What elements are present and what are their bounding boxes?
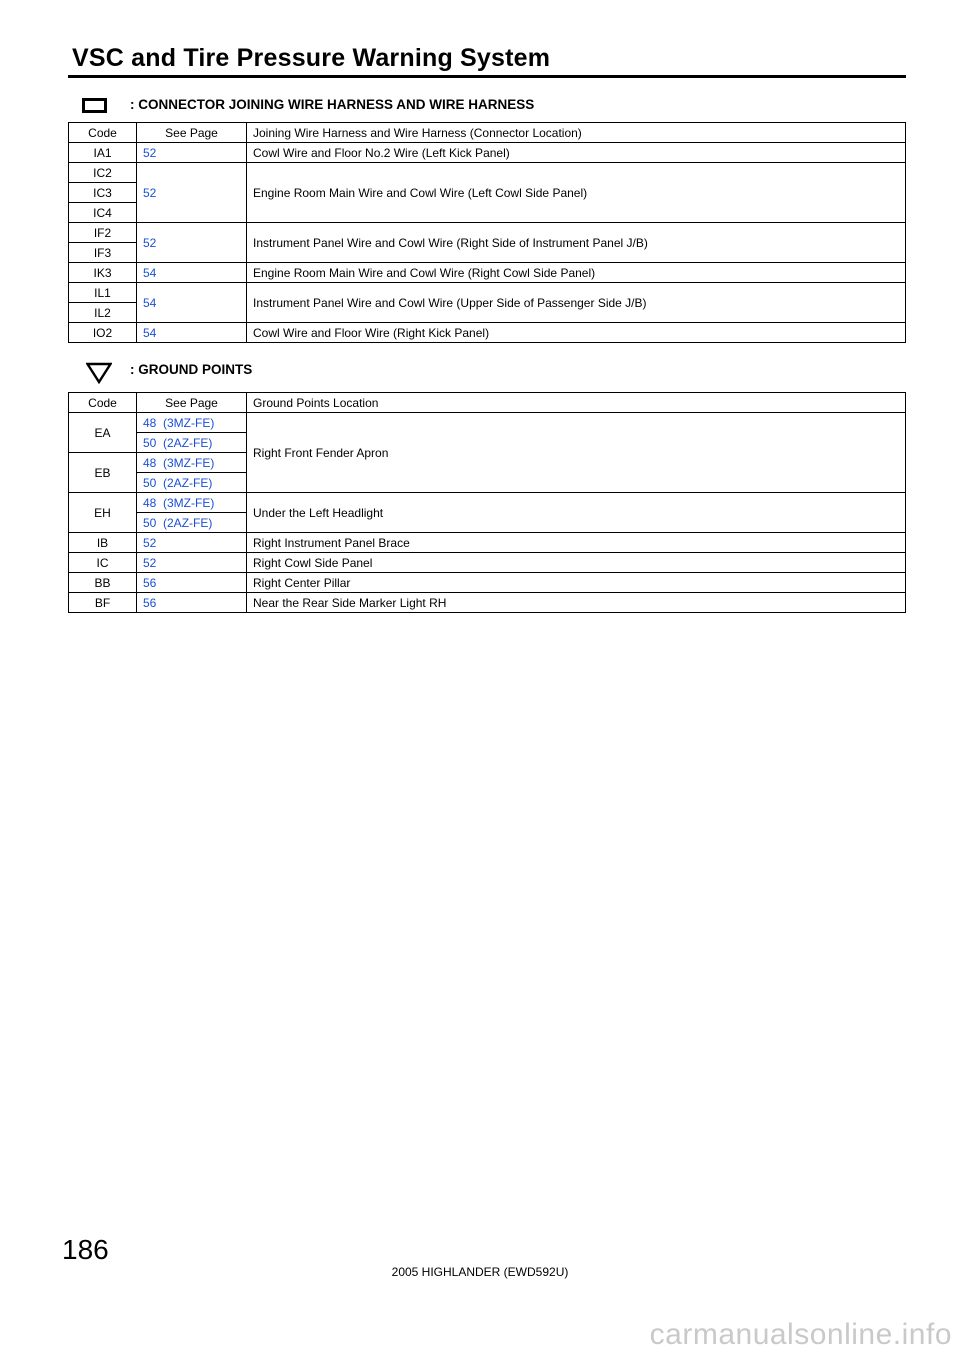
see-page-link[interactable]: 56 (137, 593, 247, 613)
table-row (69, 263, 906, 283)
ground-location: Right Instrument Panel Brace (247, 533, 906, 553)
see-page-link[interactable]: 54 (137, 283, 247, 323)
connector-location: Cowl Wire and Floor No.2 Wire (Left Kick Panel) (247, 143, 906, 163)
connector-code: IO2 (69, 323, 137, 343)
table-row (69, 553, 906, 573)
header-see-page: See Page (137, 123, 247, 143)
see-page-link[interactable]: 50 (2AZ-FE) (137, 433, 247, 453)
page-number: 186 (62, 1234, 109, 1265)
ground-code: EA (69, 413, 137, 453)
ground-location: Under the Left Headlight (247, 493, 906, 533)
ground-code: BF (69, 593, 137, 613)
ground-code: IC (69, 553, 137, 573)
table-row (69, 143, 906, 163)
see-page-link[interactable]: 48 (3MZ-FE) (137, 493, 247, 513)
see-page-link[interactable]: 48 (3MZ-FE) (137, 453, 247, 473)
page-title: VSC and Tire Pressure Warning System (72, 44, 551, 72)
header-code: Code (69, 123, 137, 143)
connector-location: Engine Room Main Wire and Cowl Wire (Right Cowl Side Panel) (247, 263, 906, 283)
ground-table (68, 392, 906, 613)
see-page-link[interactable]: 52 (137, 553, 247, 573)
table-row (69, 163, 906, 183)
connector-code: IF3 (69, 243, 137, 263)
see-page-link[interactable]: 52 (137, 533, 247, 553)
table-row (69, 413, 906, 433)
ground-location: Right Center Pillar (247, 573, 906, 593)
ground-triangle-icon (86, 362, 112, 384)
connector-location: Instrument Panel Wire and Cowl Wire (Upper Side of Passenger Side J/B) (247, 283, 906, 323)
see-page-link[interactable]: 52 (137, 223, 247, 263)
connector-code: IF2 (69, 223, 137, 243)
see-page-link[interactable]: 48 (3MZ-FE) (137, 413, 247, 433)
table-header-row (69, 393, 906, 413)
ground-location: Right Front Fender Apron (247, 413, 906, 493)
see-page-link[interactable]: 54 (137, 323, 247, 343)
table-row (69, 223, 906, 243)
title-divider (68, 75, 906, 78)
table-row (69, 493, 906, 513)
ground-code: EB (69, 453, 137, 493)
ground-code: EH (69, 493, 137, 533)
connector-location: Engine Room Main Wire and Cowl Wire (Left Cowl Side Panel) (247, 163, 906, 223)
watermark: carmanualsonline.info (649, 1318, 952, 1351)
connector-code: IA1 (69, 143, 137, 163)
connector-table (68, 122, 906, 343)
see-page-link[interactable]: 56 (137, 573, 247, 593)
connector-code: IK3 (69, 263, 137, 283)
table-row (69, 573, 906, 593)
connector-section-heading: : CONNECTOR JOINING WIRE HARNESS AND WIRE HARNESS (130, 97, 535, 112)
see-page-link[interactable]: 50 (2AZ-FE) (137, 473, 247, 493)
see-page-link[interactable]: 54 (137, 263, 247, 283)
table-row (69, 533, 906, 553)
ground-location: Right Cowl Side Panel (247, 553, 906, 573)
header-code: Code (69, 393, 137, 413)
connector-code: IC4 (69, 203, 137, 223)
ground-section-heading: : GROUND POINTS (130, 362, 253, 377)
table-row (69, 593, 906, 613)
ground-code: BB (69, 573, 137, 593)
header-location: Joining Wire Harness and Wire Harness (Connector Location) (247, 123, 906, 143)
connector-box-icon (82, 98, 107, 113)
connector-location: Cowl Wire and Floor Wire (Right Kick Panel) (247, 323, 906, 343)
table-row (69, 283, 906, 303)
connector-code: IC2 (69, 163, 137, 183)
connector-code: IL1 (69, 283, 137, 303)
header-see-page: See Page (137, 393, 247, 413)
footer-model: 2005 HIGHLANDER (EWD592U) (391, 1265, 569, 1279)
see-page-link[interactable]: 52 (137, 163, 247, 223)
see-page-link[interactable]: 50 (2AZ-FE) (137, 513, 247, 533)
ground-location: Near the Rear Side Marker Light RH (247, 593, 906, 613)
table-header-row (69, 123, 906, 143)
ground-code: IB (69, 533, 137, 553)
see-page-link[interactable]: 52 (137, 143, 247, 163)
connector-code: IC3 (69, 183, 137, 203)
table-row (69, 323, 906, 343)
connector-location: Instrument Panel Wire and Cowl Wire (Right Side of Instrument Panel J/B) (247, 223, 906, 263)
connector-code: IL2 (69, 303, 137, 323)
header-location: Ground Points Location (247, 393, 906, 413)
